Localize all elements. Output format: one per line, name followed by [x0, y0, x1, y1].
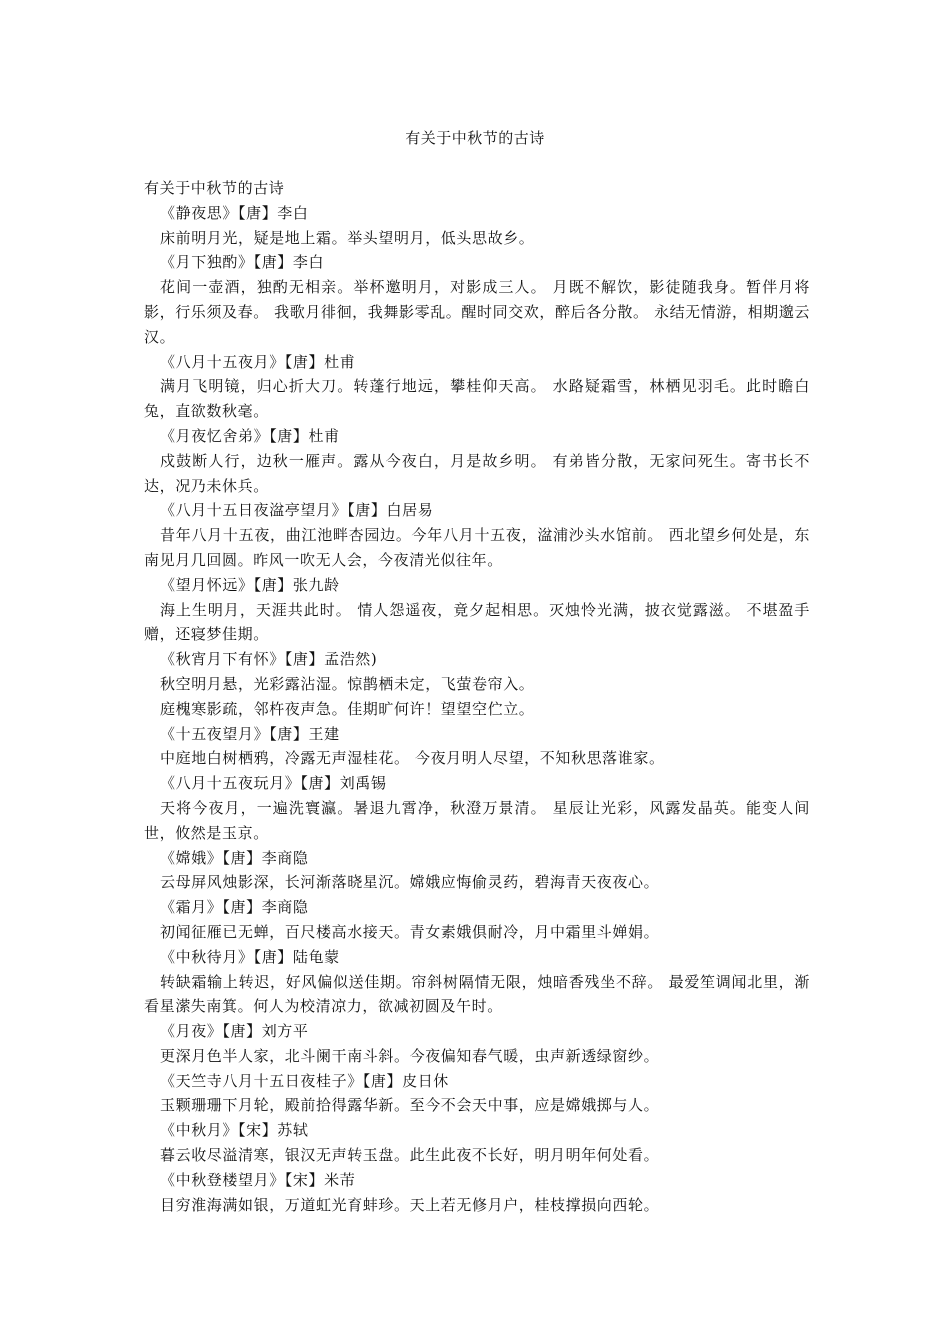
poem-text: 云母屏风烛影深，长河渐落晓星沉。嫦娥应悔偷灵药，碧海青天夜夜心。: [160, 873, 660, 892]
poem-text: 庭槐寒影疏，邻杵夜声急。佳期旷何许！望望空伫立。: [160, 699, 535, 718]
poem-heading: 《月下独酌》【唐】李白: [160, 253, 325, 272]
poem: [144, 722, 810, 772]
poem: [144, 201, 810, 251]
poem: [144, 350, 810, 424]
poem: [144, 846, 810, 896]
poem-text: 天将今夜月，一遍洗寰瀛。暑退九霄净，秋澄万景清。 星辰让光彩，风露发晶英。能变人间世，攸然是玉京。: [144, 798, 810, 842]
poem-heading: 《八月十五夜玩月》【唐】刘禹锡: [160, 774, 387, 793]
poem: [144, 498, 810, 572]
poem-heading: 《八月十五夜月》【唐】杜甫: [160, 352, 356, 371]
poem: [144, 573, 810, 647]
poem-text: 海上生明月，天涯共此时。 情人怨遥夜，竟夕起相思。灭烛怜光满，披衣觉露滋。 不堪盈手赠，还寝梦佳期。: [144, 600, 810, 644]
poem: [144, 771, 810, 845]
poem-text: 昔年八月十五夜，曲江池畔杏园边。今年八月十五夜，湓浦沙头水馆前。 西北望乡何处是，东南见月几回圆。昨风一吹无人会，今夜清光似往年。: [144, 526, 810, 569]
poem-text: 初闻征雁已无蝉，百尺楼高水接天。青女素娥俱耐冷，月中霜里斗婵娟。: [160, 922, 660, 941]
poem-text: 秋空明月悬，光彩露沾湿。惊鹊栖未定，飞萤卷帘入。: [160, 674, 535, 693]
poem: [144, 250, 810, 349]
poem: [144, 1019, 810, 1069]
poem-heading: 《十五夜望月》【唐】王建: [160, 724, 340, 743]
poem-text: 戍鼓断人行，边秋一雁声。露从今夜白，月是故乡明。 有弟皆分散，无家问死生。寄书长不达，况乃未休兵。: [144, 451, 810, 495]
poem-heading: 《嫦娥》【唐】李商隐: [160, 848, 309, 867]
poem: [144, 895, 810, 945]
poem: [144, 647, 810, 721]
poem-heading: 《中秋登楼望月》【宋】米芾: [160, 1170, 356, 1189]
poem: [144, 945, 810, 1019]
poem: [144, 1069, 810, 1119]
document-subtitle: 有关于中秋节的古诗: [144, 179, 285, 197]
poem-heading: 《中秋待月》【唐】陆龟蒙: [160, 947, 340, 966]
poem-text: 满月飞明镜，归心折大刀。转蓬行地远，攀桂仰天高。 水路疑霜雪，林栖见羽毛。此时瞻白兔，直欲数秋毫。: [144, 377, 810, 421]
poem-text: 中庭地白树栖鸦，冷露无声湿桂花。 今夜月明人尽望，不知秋思落谁家。: [160, 749, 665, 768]
poem-text: 床前明月光，疑是地上霜。举头望明月，低头思故乡。: [160, 228, 535, 247]
poem-text: 转缺霜输上转迟，好风偏似送佳期。帘斜树隔情无限，烛暗香残坐不辞。 最爱笙调闻北里，渐看星潆失南箕。何人为校清凉力，欲减初圆及午时。: [144, 972, 810, 1016]
poem: [144, 1118, 810, 1168]
poem-text: 玉颗珊珊下月轮，殿前拾得露华新。至今不会天中事，应是嫦娥掷与人。: [160, 1096, 660, 1115]
poem-heading: 《望月怀远》【唐】张九龄: [160, 575, 340, 594]
poem: [144, 1168, 810, 1218]
poem-heading: 《月夜忆舍弟》【唐】杜甫: [160, 426, 340, 445]
poem-heading: 《秋宵月下有怀》【唐】孟浩然): [160, 650, 378, 669]
poem-heading: 《霜月》【唐】李商隐: [160, 898, 309, 917]
poem: [144, 424, 810, 498]
poem-text: 目穷淮海满如银，万道虹光育蚌珍。天上若无修月户，桂枝撑损向西轮。: [160, 1195, 660, 1214]
poem-text: 更深月色半人家，北斗阑干南斗斜。今夜偏知春气暖，虫声新透绿窗纱。: [160, 1046, 660, 1065]
document-body: [144, 176, 810, 1217]
page-title: 有关于中秋节的古诗: [405, 129, 545, 147]
poem-heading: 《静夜思》【唐】李白: [160, 203, 309, 222]
poem-heading: 《八月十五日夜湓亭望月》【唐】白居易: [160, 501, 434, 520]
poem-heading: 《月夜》【唐】刘方平: [160, 1022, 309, 1041]
poem-heading: 《天竺寺八月十五日夜桂子》【唐】皮日休: [160, 1071, 449, 1090]
poem-heading: 《中秋月》【宋】苏轼: [160, 1121, 309, 1140]
poem-text: 暮云收尽溢清寒，银汉无声转玉盘。此生此夜不长好，明月明年何处看。: [160, 1146, 660, 1165]
poem-text: 花间一壶酒，独酌无相亲。举杯邀明月，对影成三人。 月既不解饮，影徒随我身。暂伴月将影，行乐须及春。 我歌月徘徊，我舞影零乱。醒时同交欢，醉后各分散。 永结无情游，相期邈云汉。: [144, 278, 810, 346]
